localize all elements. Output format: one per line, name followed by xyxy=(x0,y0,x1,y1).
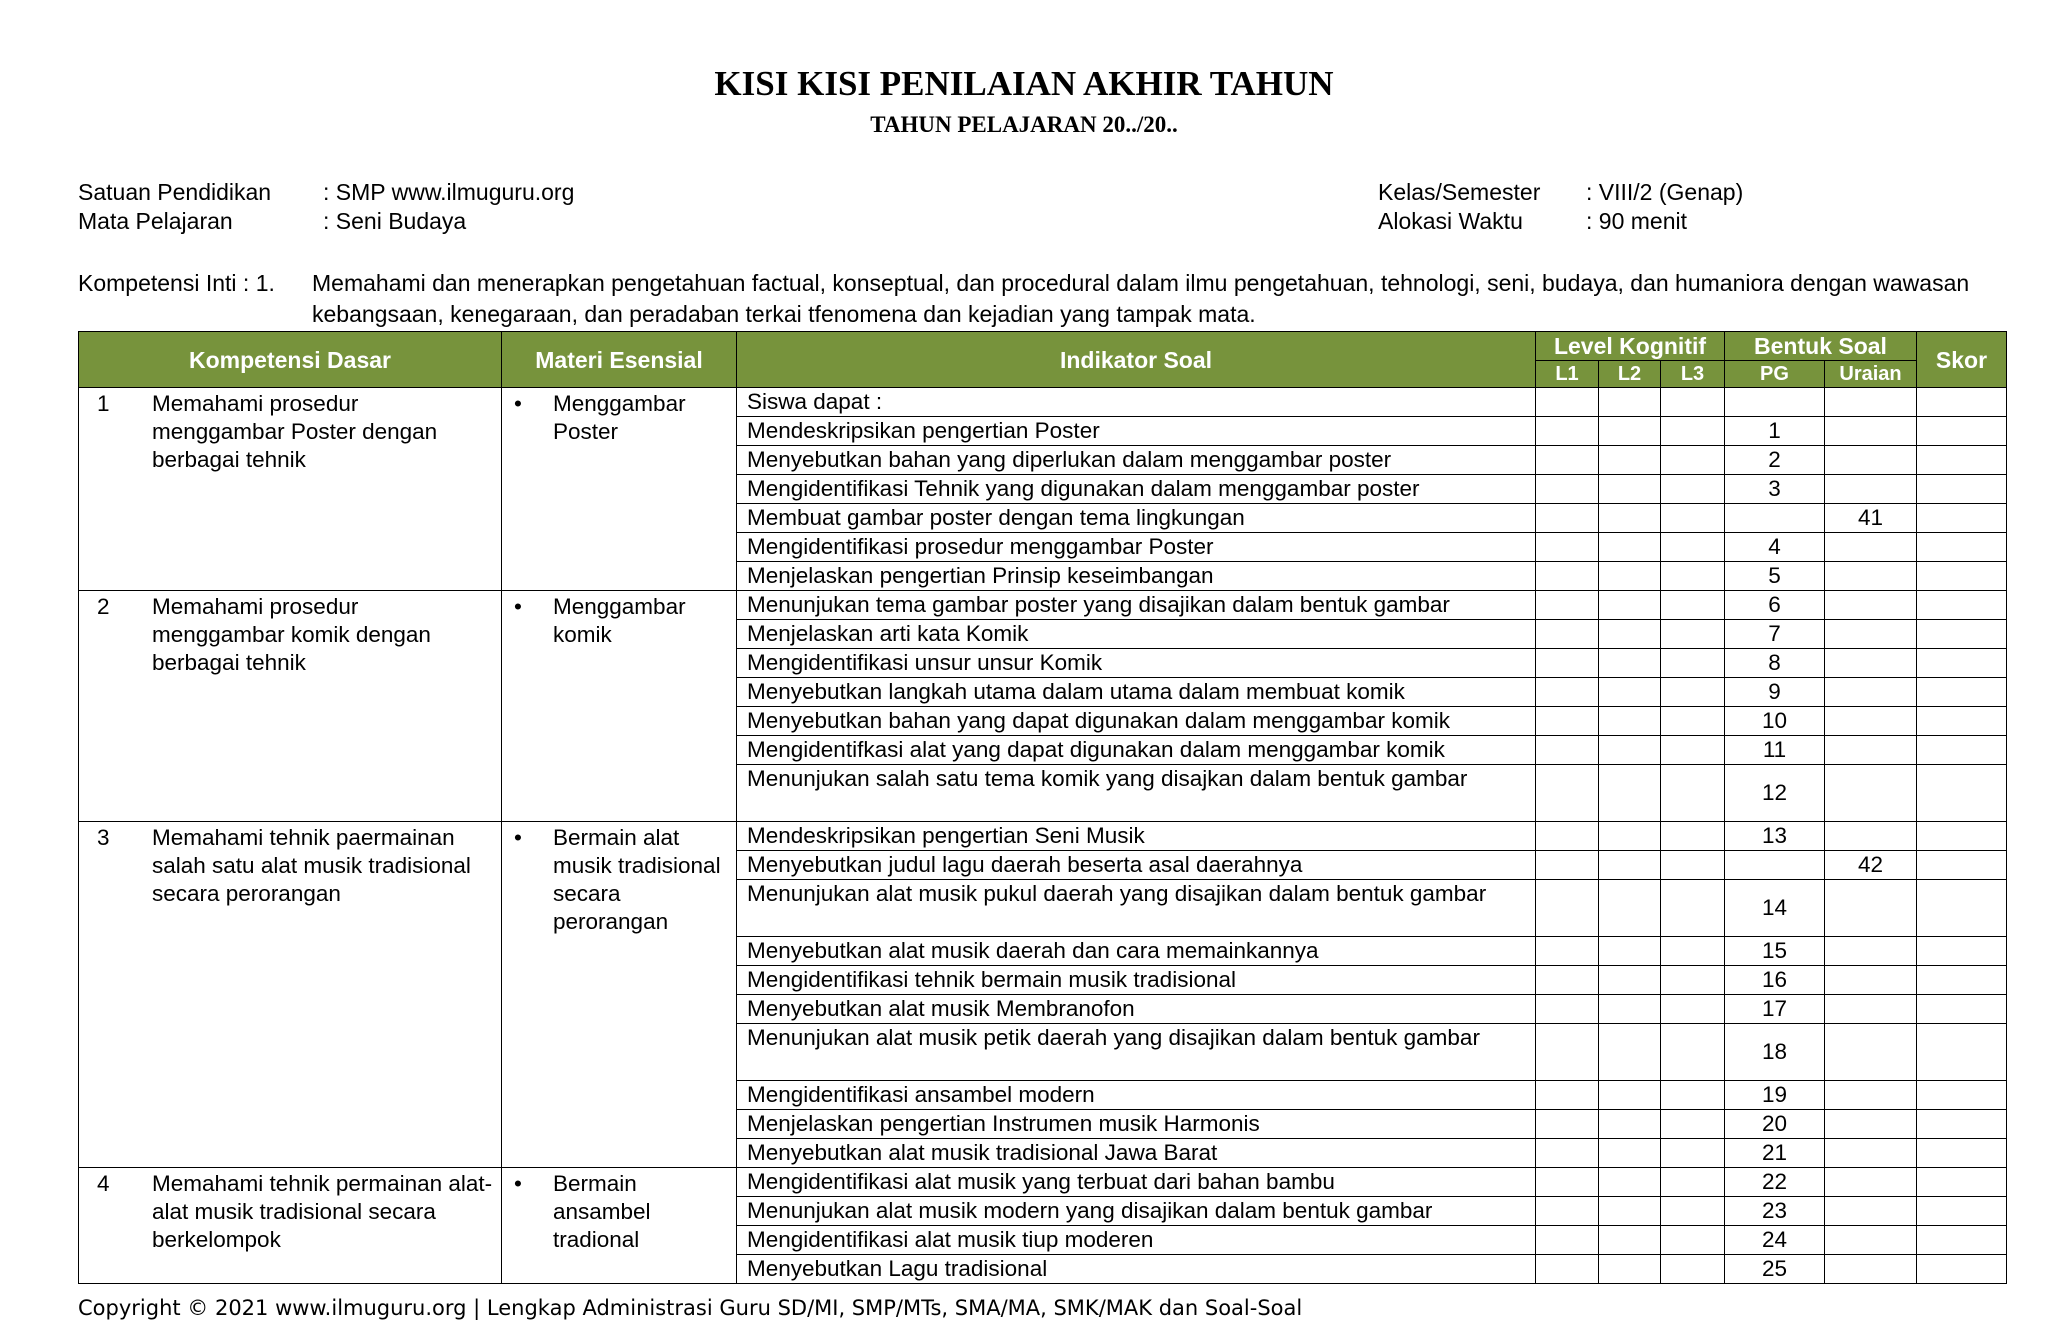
indikator-cell: Menyebutkan Lagu tradisional xyxy=(737,1255,1536,1284)
pg-cell: 24 xyxy=(1725,1226,1825,1255)
level-l1-cell xyxy=(1536,1110,1599,1139)
uraian-cell xyxy=(1825,475,1917,504)
level-l2-cell xyxy=(1599,1110,1661,1139)
pg-cell: 23 xyxy=(1725,1197,1825,1226)
materi-text: Menggambar Poster xyxy=(553,391,686,444)
indikator-cell: Menyebutkan langkah utama dalam utama dalam membuat komik xyxy=(737,678,1536,707)
level-l1-cell xyxy=(1536,1081,1599,1110)
uraian-cell xyxy=(1825,937,1917,966)
skor-cell xyxy=(1917,533,2007,562)
level-l3-cell xyxy=(1661,880,1725,937)
bullet-icon: • xyxy=(514,1171,522,1196)
level-l1-cell xyxy=(1536,620,1599,649)
skor-cell xyxy=(1917,1139,2007,1168)
level-l2-cell xyxy=(1599,649,1661,678)
level-l3-cell xyxy=(1661,678,1725,707)
level-l1-cell xyxy=(1536,880,1599,937)
bullet-icon: • xyxy=(514,391,522,416)
waktu-value: : 90 menit xyxy=(1586,208,1687,234)
pg-cell: 21 xyxy=(1725,1139,1825,1168)
level-l1-cell xyxy=(1536,678,1599,707)
pg-cell: 4 xyxy=(1725,533,1825,562)
level-l1-cell xyxy=(1536,533,1599,562)
kd-text: Memahami prosedur menggambar komik dengan berbagai tehnik xyxy=(152,594,431,675)
skor-cell xyxy=(1917,504,2007,533)
level-l3-cell xyxy=(1661,851,1725,880)
footer-copyright: Copyright © 2021 www.ilmuguru.org | Lengkap Administrasi Guru SD/MI, SMP/MTs, SMA/MA, SMK/MAK dan Soal-Soal xyxy=(78,1296,1303,1320)
indikator-cell: Mengidentifikasi tehnik bermain musik tradisional xyxy=(737,966,1536,995)
satuan-value: : SMP www.ilmuguru.org xyxy=(323,179,575,205)
kd-text: Memahami prosedur menggambar Poster dengan berbagai tehnik xyxy=(152,391,438,472)
pg-cell: 8 xyxy=(1725,649,1825,678)
pg-cell: 1 xyxy=(1725,417,1825,446)
level-l2-cell xyxy=(1599,1081,1661,1110)
level-l1-cell xyxy=(1536,591,1599,620)
level-l2-cell xyxy=(1599,1139,1661,1168)
uraian-cell xyxy=(1825,1168,1917,1197)
level-l1-cell xyxy=(1536,1197,1599,1226)
indikator-cell: Mengidentifikasi ansambel modern xyxy=(737,1081,1536,1110)
indikator-cell: Mendeskripsikan pengertian Seni Musik xyxy=(737,822,1536,851)
pg-cell xyxy=(1725,851,1825,880)
level-l2-cell xyxy=(1599,1024,1661,1081)
skor-cell xyxy=(1917,678,2007,707)
pg-cell xyxy=(1725,388,1825,417)
level-l1-cell xyxy=(1536,995,1599,1024)
level-l2-cell xyxy=(1599,591,1661,620)
level-l2-cell xyxy=(1599,822,1661,851)
indikator-cell: Menunjukan tema gambar poster yang disajikan dalam bentuk gambar xyxy=(737,591,1536,620)
uraian-cell xyxy=(1825,765,1917,822)
uraian-cell xyxy=(1825,649,1917,678)
pg-cell xyxy=(1725,504,1825,533)
skor-cell xyxy=(1917,1024,2007,1081)
pg-cell: 12 xyxy=(1725,765,1825,822)
pg-cell: 3 xyxy=(1725,475,1825,504)
indikator-cell: Menyebutkan bahan yang diperlukan dalam menggambar poster xyxy=(737,446,1536,475)
header-pg: PG xyxy=(1725,361,1825,388)
level-l1-cell xyxy=(1536,388,1599,417)
kelas-label: Kelas/Semester xyxy=(1378,179,1541,205)
skor-cell xyxy=(1917,446,2007,475)
level-l3-cell xyxy=(1661,765,1725,822)
level-l2-cell xyxy=(1599,562,1661,591)
level-l3-cell xyxy=(1661,649,1725,678)
skor-cell xyxy=(1917,649,2007,678)
level-l3-cell xyxy=(1661,707,1725,736)
level-l1-cell xyxy=(1536,475,1599,504)
bullet-icon: • xyxy=(514,594,522,619)
uraian-cell xyxy=(1825,966,1917,995)
skor-cell xyxy=(1917,937,2007,966)
level-l3-cell xyxy=(1661,1168,1725,1197)
page-subtitle: TAHUN PELAJARAN 20../20.. xyxy=(870,112,1178,137)
level-l3-cell xyxy=(1661,1024,1725,1081)
level-l1-cell xyxy=(1536,937,1599,966)
level-l3-cell xyxy=(1661,417,1725,446)
kompetensi-inti-label: Kompetensi Inti : 1. xyxy=(78,270,275,296)
uraian-cell xyxy=(1825,678,1917,707)
skor-cell xyxy=(1917,475,2007,504)
mapel-value: : Seni Budaya xyxy=(323,208,467,234)
level-l2-cell xyxy=(1599,533,1661,562)
indikator-cell: Menunjukan alat musik pukul daerah yang disajikan dalam bentuk gambar xyxy=(737,880,1536,937)
skor-cell xyxy=(1917,591,2007,620)
level-l3-cell xyxy=(1661,966,1725,995)
level-l3-cell xyxy=(1661,1226,1725,1255)
header-level-kognitif: Level Kognitif xyxy=(1536,332,1725,361)
header-l3: L3 xyxy=(1661,361,1725,388)
table-row xyxy=(79,822,2007,851)
level-l3-cell xyxy=(1661,1197,1725,1226)
header-l1: L1 xyxy=(1536,361,1599,388)
mapel-label: Mata Pelajaran xyxy=(78,208,233,234)
indikator-cell: Menyebutkan judul lagu daerah beserta asal daerahnya xyxy=(737,851,1536,880)
indikator-cell: Mengidentifikasi unsur unsur Komik xyxy=(737,649,1536,678)
kd-number: 4 xyxy=(97,1171,110,1196)
skor-cell xyxy=(1917,1081,2007,1110)
level-l2-cell xyxy=(1599,995,1661,1024)
uraian-cell xyxy=(1825,880,1917,937)
level-l2-cell xyxy=(1599,417,1661,446)
materi-text: Bermain ansambel tradional xyxy=(553,1171,651,1252)
level-l3-cell xyxy=(1661,475,1725,504)
level-l2-cell xyxy=(1599,880,1661,937)
pg-cell: 10 xyxy=(1725,707,1825,736)
uraian-cell xyxy=(1825,533,1917,562)
level-l3-cell xyxy=(1661,822,1725,851)
level-l3-cell xyxy=(1661,591,1725,620)
level-l2-cell xyxy=(1599,707,1661,736)
info-right xyxy=(1378,178,1743,236)
skor-cell xyxy=(1917,765,2007,822)
level-l2-cell xyxy=(1599,446,1661,475)
indikator-cell: Menjelaskan pengertian Instrumen musik Harmonis xyxy=(737,1110,1536,1139)
pg-cell: 9 xyxy=(1725,678,1825,707)
indikator-cell: Menyebutkan alat musik Membranofon xyxy=(737,995,1536,1024)
indikator-cell: Mengidentifikasi alat musik yang terbuat dari bahan bambu xyxy=(737,1168,1536,1197)
indikator-cell: Mengidentifikasi Tehnik yang digunakan dalam menggambar poster xyxy=(737,475,1536,504)
table-row xyxy=(79,1168,2007,1197)
level-l3-cell xyxy=(1661,533,1725,562)
kd-number: 3 xyxy=(97,825,110,850)
materi-text: Menggambar komik xyxy=(553,594,686,647)
level-l1-cell xyxy=(1536,1226,1599,1255)
materi-cell xyxy=(502,822,737,1168)
level-l3-cell xyxy=(1661,504,1725,533)
uraian-cell xyxy=(1825,995,1917,1024)
kd-number: 2 xyxy=(97,594,110,619)
skor-cell xyxy=(1917,417,2007,446)
header-l2: L2 xyxy=(1599,361,1661,388)
skor-cell xyxy=(1917,1168,2007,1197)
uraian-cell xyxy=(1825,1081,1917,1110)
pg-cell: 2 xyxy=(1725,446,1825,475)
skor-cell xyxy=(1917,1226,2007,1255)
indikator-cell: Menunjukan salah satu tema komik yang disajkan dalam bentuk gambar xyxy=(737,765,1536,822)
skor-cell xyxy=(1917,562,2007,591)
skor-cell xyxy=(1917,1255,2007,1284)
materi-cell xyxy=(502,1168,737,1284)
level-l1-cell xyxy=(1536,736,1599,765)
pg-cell: 17 xyxy=(1725,995,1825,1024)
skor-cell xyxy=(1917,995,2007,1024)
uraian-cell xyxy=(1825,417,1917,446)
level-l3-cell xyxy=(1661,995,1725,1024)
pg-cell: 15 xyxy=(1725,937,1825,966)
header-indikator-soal: Indikator Soal xyxy=(737,332,1536,388)
skor-cell xyxy=(1917,966,2007,995)
kd-number: 1 xyxy=(97,391,110,416)
level-l2-cell xyxy=(1599,678,1661,707)
level-l2-cell xyxy=(1599,765,1661,822)
uraian-cell xyxy=(1825,620,1917,649)
uraian-cell xyxy=(1825,446,1917,475)
materi-text: Bermain alat musik tradisional secara perorangan xyxy=(553,825,721,934)
kd-cell xyxy=(79,388,502,591)
indikator-cell: Menyebutkan alat musik daerah dan cara memainkannya xyxy=(737,937,1536,966)
pg-cell: 20 xyxy=(1725,1110,1825,1139)
pg-cell: 22 xyxy=(1725,1168,1825,1197)
uraian-cell xyxy=(1825,1139,1917,1168)
skor-cell xyxy=(1917,1110,2007,1139)
indikator-cell: Menjelaskan pengertian Prinsip keseimbangan xyxy=(737,562,1536,591)
uraian-cell: 42 xyxy=(1825,851,1917,880)
indikator-cell: Mengidentifikasi alat musik tiup moderen xyxy=(737,1226,1536,1255)
level-l2-cell xyxy=(1599,620,1661,649)
level-l1-cell xyxy=(1536,562,1599,591)
kd-cell xyxy=(79,822,502,1168)
uraian-cell xyxy=(1825,1197,1917,1226)
level-l2-cell xyxy=(1599,504,1661,533)
level-l1-cell xyxy=(1536,966,1599,995)
level-l1-cell xyxy=(1536,1168,1599,1197)
indikator-cell: Mendeskripsikan pengertian Poster xyxy=(737,417,1536,446)
pg-cell: 11 xyxy=(1725,736,1825,765)
level-l1-cell xyxy=(1536,822,1599,851)
uraian-cell xyxy=(1825,1255,1917,1284)
indikator-cell: Mengidentifikasi prosedur menggambar Poster xyxy=(737,533,1536,562)
level-l3-cell xyxy=(1661,736,1725,765)
indikator-cell: Menunjukan alat musik modern yang disajikan dalam bentuk gambar xyxy=(737,1197,1536,1226)
kd-cell xyxy=(79,591,502,822)
satuan-label: Satuan Pendidikan xyxy=(78,179,272,205)
uraian-cell xyxy=(1825,388,1917,417)
table-body xyxy=(79,388,2007,1284)
level-l1-cell xyxy=(1536,504,1599,533)
indikator-cell: Mengidentifkasi alat yang dapat digunakan dalam menggambar komik xyxy=(737,736,1536,765)
pg-cell: 14 xyxy=(1725,880,1825,937)
level-l2-cell xyxy=(1599,736,1661,765)
header-bentuk-soal: Bentuk Soal xyxy=(1725,332,1917,361)
level-l1-cell xyxy=(1536,765,1599,822)
waktu-label: Alokasi Waktu xyxy=(1378,208,1523,234)
skor-cell xyxy=(1917,388,2007,417)
kisi-kisi-table xyxy=(78,331,2007,1284)
table-row xyxy=(79,591,2007,620)
header-materi-esensial: Materi Esensial xyxy=(502,332,737,388)
level-l2-cell xyxy=(1599,1168,1661,1197)
skor-cell xyxy=(1917,620,2007,649)
level-l2-cell xyxy=(1599,475,1661,504)
indikator-cell: Siswa dapat : xyxy=(737,388,1536,417)
level-l2-cell xyxy=(1599,1255,1661,1284)
level-l2-cell xyxy=(1599,937,1661,966)
level-l3-cell xyxy=(1661,1255,1725,1284)
indikator-cell: Menyebutkan alat musik tradisional Jawa Barat xyxy=(737,1139,1536,1168)
kd-text: Memahami tehnik paermainan salah satu alat musik tradisional secara perorangan xyxy=(152,825,471,906)
uraian-cell: 41 xyxy=(1825,504,1917,533)
materi-cell xyxy=(502,388,737,591)
skor-cell xyxy=(1917,707,2007,736)
pg-cell: 13 xyxy=(1725,822,1825,851)
level-l2-cell xyxy=(1599,966,1661,995)
skor-cell xyxy=(1917,1197,2007,1226)
page-title: KISI KISI PENILAIAN AKHIR TAHUN xyxy=(714,64,1334,103)
skor-cell xyxy=(1917,851,2007,880)
level-l1-cell xyxy=(1536,707,1599,736)
uraian-cell xyxy=(1825,736,1917,765)
indikator-cell: Menunjukan alat musik petik daerah yang disajikan dalam bentuk gambar xyxy=(737,1024,1536,1081)
pg-cell: 16 xyxy=(1725,966,1825,995)
level-l1-cell xyxy=(1536,649,1599,678)
uraian-cell xyxy=(1825,707,1917,736)
kompetensi-inti-text: Memahami dan menerapkan pengetahuan factual, konseptual, dan procedural dalam ilmu pengetahuan, tehnologi, seni, budaya, dan humaniora dengan wawasan kebangsaan, kenegaraan, dan peradaban terkai tfenomena dan kejadian yang tampak mata. xyxy=(312,270,1970,327)
level-l3-cell xyxy=(1661,1139,1725,1168)
level-l3-cell xyxy=(1661,1081,1725,1110)
level-l1-cell xyxy=(1536,446,1599,475)
header-uraian: Uraian xyxy=(1825,361,1917,388)
pg-cell: 7 xyxy=(1725,620,1825,649)
level-l2-cell xyxy=(1599,1226,1661,1255)
level-l3-cell xyxy=(1661,446,1725,475)
table-row xyxy=(79,388,2007,417)
level-l2-cell xyxy=(1599,388,1661,417)
level-l1-cell xyxy=(1536,1024,1599,1081)
indikator-cell: Menyebutkan bahan yang dapat digunakan dalam menggambar komik xyxy=(737,707,1536,736)
level-l1-cell xyxy=(1536,851,1599,880)
kelas-value: : VIII/2 (Genap) xyxy=(1586,179,1744,205)
level-l3-cell xyxy=(1661,1110,1725,1139)
uraian-cell xyxy=(1825,1226,1917,1255)
materi-cell xyxy=(502,591,737,822)
indikator-cell: Membuat gambar poster dengan tema lingkungan xyxy=(737,504,1536,533)
uraian-cell xyxy=(1825,1024,1917,1081)
level-l3-cell xyxy=(1661,388,1725,417)
level-l3-cell xyxy=(1661,562,1725,591)
level-l1-cell xyxy=(1536,417,1599,446)
level-l3-cell xyxy=(1661,937,1725,966)
pg-cell: 19 xyxy=(1725,1081,1825,1110)
pg-cell: 6 xyxy=(1725,591,1825,620)
uraian-cell xyxy=(1825,562,1917,591)
level-l3-cell xyxy=(1661,620,1725,649)
level-l1-cell xyxy=(1536,1139,1599,1168)
uraian-cell xyxy=(1825,822,1917,851)
level-l2-cell xyxy=(1599,1197,1661,1226)
pg-cell: 18 xyxy=(1725,1024,1825,1081)
skor-cell xyxy=(1917,736,2007,765)
uraian-cell xyxy=(1825,591,1917,620)
header-kompetensi-dasar: Kompetensi Dasar xyxy=(79,332,502,388)
skor-cell xyxy=(1917,880,2007,937)
pg-cell: 5 xyxy=(1725,562,1825,591)
kd-cell xyxy=(79,1168,502,1284)
skor-cell xyxy=(1917,822,2007,851)
pg-cell: 25 xyxy=(1725,1255,1825,1284)
bullet-icon: • xyxy=(514,825,522,850)
level-l2-cell xyxy=(1599,851,1661,880)
info-left xyxy=(78,178,574,236)
uraian-cell xyxy=(1825,1110,1917,1139)
indikator-cell: Menjelaskan arti kata Komik xyxy=(737,620,1536,649)
level-l1-cell xyxy=(1536,1255,1599,1284)
kd-text: Memahami tehnik permainan alat-alat musik tradisional secara berkelompok xyxy=(152,1171,493,1252)
header-skor: Skor xyxy=(1917,332,2007,388)
